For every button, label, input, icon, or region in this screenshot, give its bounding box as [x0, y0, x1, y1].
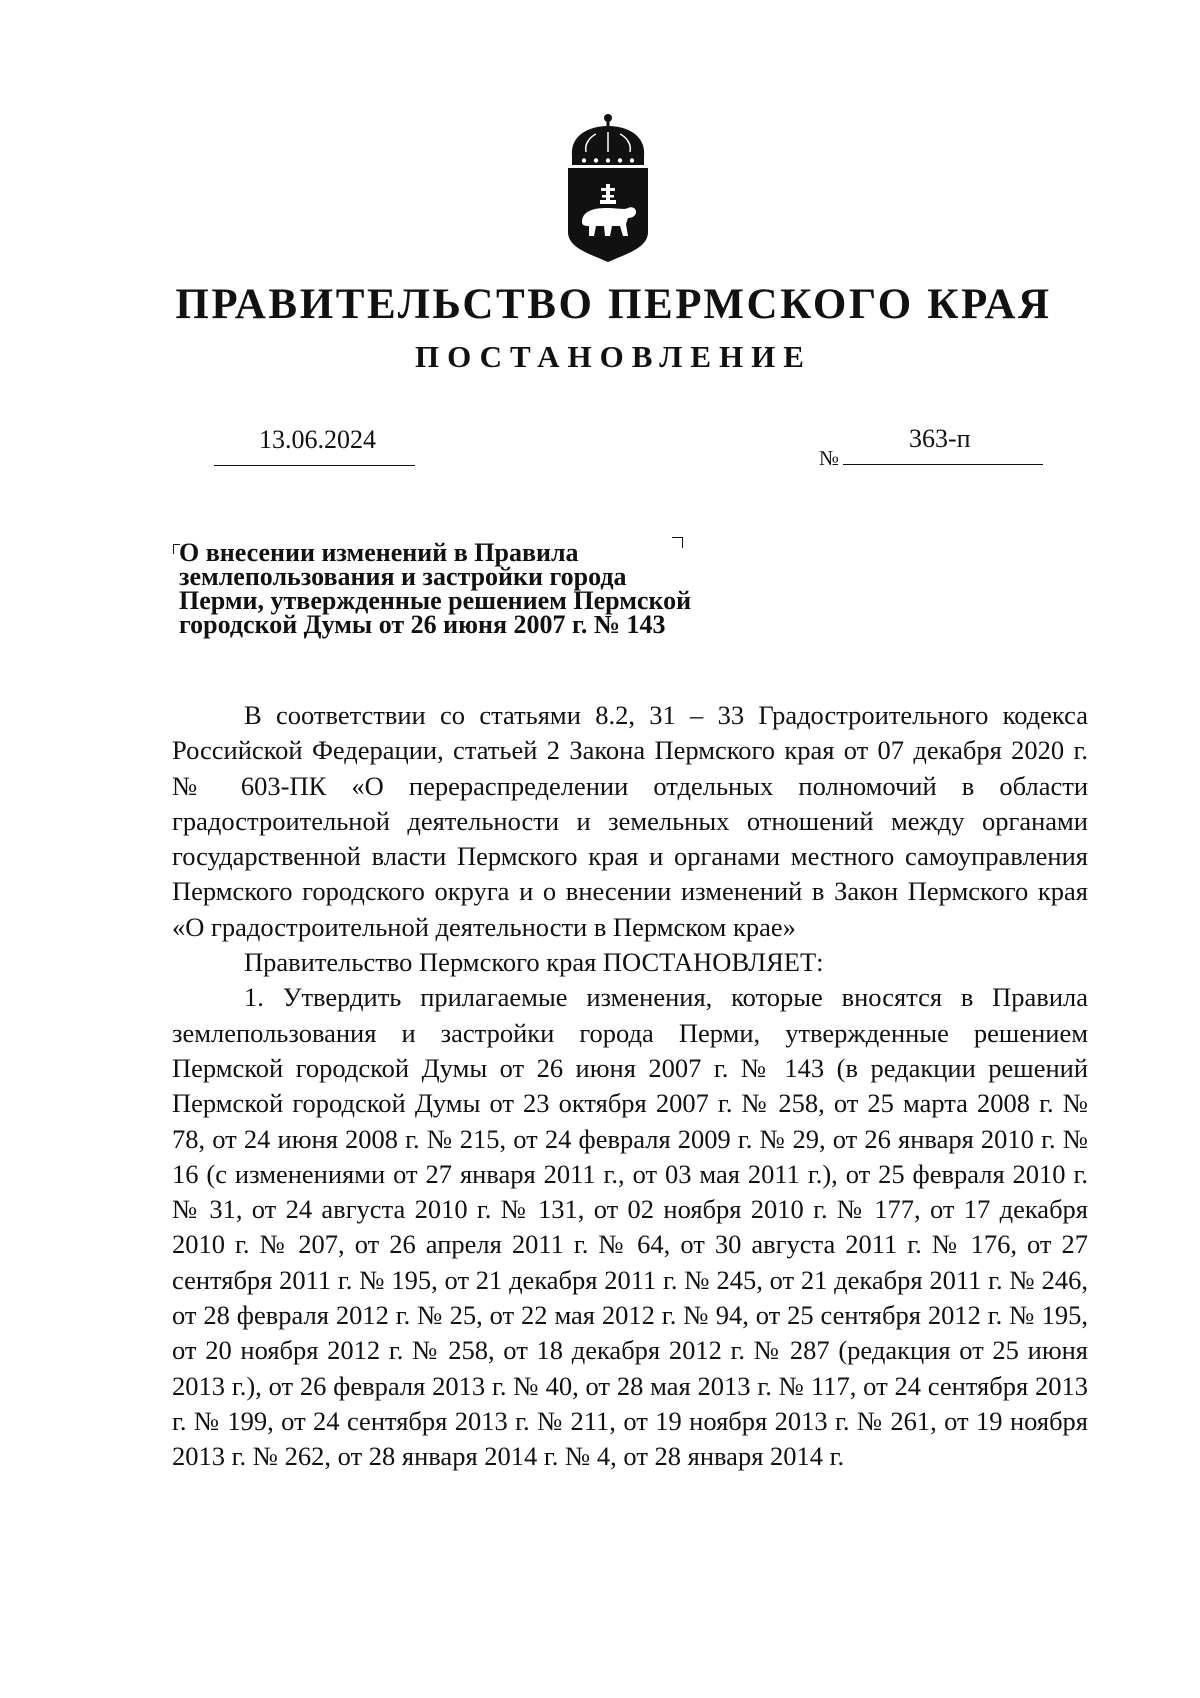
subject-line: О внесении изменений в Правила: [179, 538, 579, 567]
document-subject: [179, 538, 799, 639]
document-date: 13.06.2024: [259, 425, 376, 454]
number-sign: №: [819, 446, 840, 470]
document-type-title: ПОСТАНОВЛЕНИЕ: [415, 339, 812, 374]
subject-line: землепользования и застройки города: [179, 562, 627, 591]
preamble-paragraph: В соответствии со статьями 8.2, 31 – 33 Градостроительного кодекса Российской Федерации, статьей 2 Закона Пермского края от 07 декабря 2020 г. № 603-ПК «О перераспределении отдельных полномочий в области градостроительной деятельности и земельных отношений между органами государственной власти Пермского края и органами местного самоуправления Пермского городского округа и о внесении изменений в Закон Пермского края «О градостроительной деятельности в Пермском крае»: [172, 700, 1088, 942]
date-underline: [214, 465, 415, 466]
subject-line: городской Думы от 26 июня 2007 г. № 143: [179, 610, 666, 639]
document-body: [172, 698, 1088, 1475]
government-title: ПРАВИТЕЛЬСТВО ПЕРМСКОГО КРАЯ: [175, 281, 1052, 328]
document-number: 363-п: [909, 424, 971, 453]
perm-krai-coat-of-arms-icon: [562, 112, 654, 264]
number-underline: [843, 464, 1043, 465]
subject-line: Перми, утвержденные решением Пермской: [179, 586, 692, 615]
item-1-paragraph: 1. Утвердить прилагаемые изменения, которые вносятся в Правила землепользования и застройки города Перми, утвержденные решением Пермской городской Думы от 26 июня 2007 г. № 143 (в редакции решений Пермской городской Думы от 23 октября 2007 г. № 258, от 25 марта 2008 г. № 78, от 24 июня 2008 г. № 215, от 24 февраля 2009 г. № 29, от 26 января 2010 г. № 16 (с изменениями от 27 января 2011 г., от 03 мая 2011 г.), от 25 февраля 2010 г. № 31, от 24 августа 2010 г. № 131, от 02 ноября 2010 г. № 177, от 17 декабря 2010 г. № 207, от 26 апреля 2011 г. № 64, от 30 августа 2011 г. № 176, от 27 сентября 2011 г. № 195, от 21 декабря 2011 г. № 245, от 21 декабря 2011 г. № 246, от 28 февраля 2012 г. № 25, от 22 мая 2012 г. № 94, от 25 сентября 2012 г. № 195, от 20 ноября 2012 г. № 258, от 18 декабря 2012 г. № 287 (редакция от 25 июня 2013 г.), от 26 февраля 2013 г. № 40, от 28 мая 2013 г. № 117, от 24 сентября 2013 г. № 199, от 24 сентября 2013 г. № 211, от 19 ноября 2013 г. № 261, от 19 ноября 2013 г. № 262, от 28 января 2014 г. № 4, от 28 января 2014 г.: [172, 982, 1088, 1472]
resolves-paragraph: Правительство Пермского края ПОСТАНОВЛЯЕТ:: [244, 947, 824, 978]
